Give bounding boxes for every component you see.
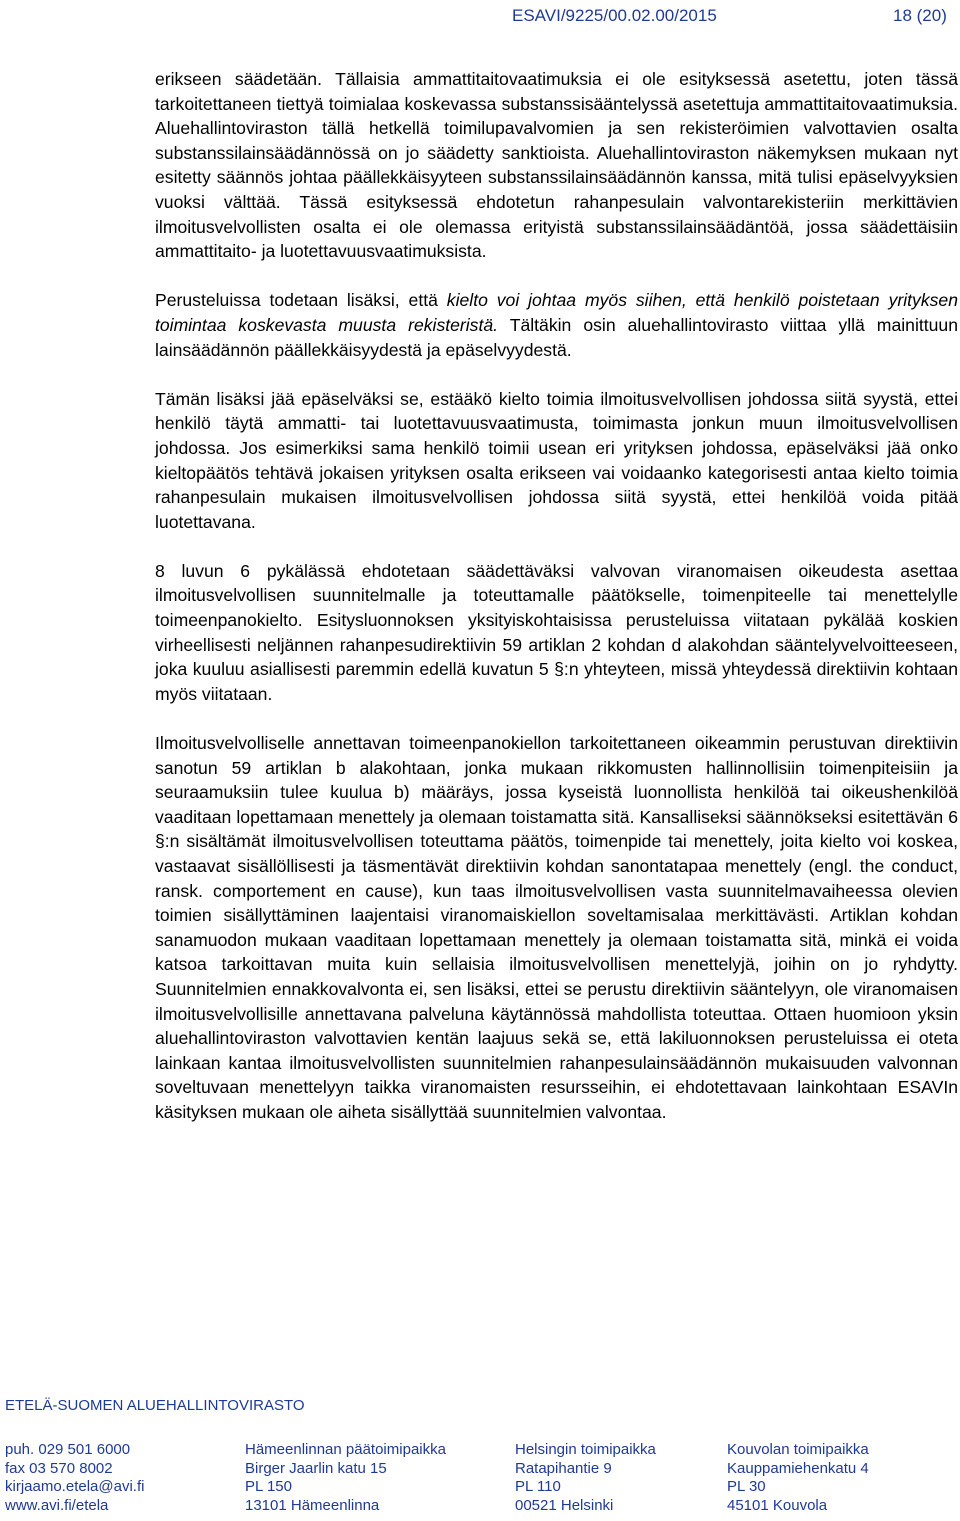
document-body <box>155 67 958 1125</box>
footer-fax: fax 03 570 8002 <box>5 1459 113 1477</box>
footer-office-name: Hämeenlinnan päätoimipaikka <box>245 1441 446 1458</box>
footer-office-hameenlinna <box>245 1441 446 1515</box>
footer-contact <box>5 1441 144 1515</box>
footer-office-postal: 45101 Kouvola <box>727 1496 828 1514</box>
footer-office-postal: 13101 Hämeenlinna <box>245 1496 380 1514</box>
footer-office-street: Ratapihantie 9 <box>515 1459 612 1477</box>
paragraph-1: erikseen säädetään. Tällaisia ammattitaitovaatimuksia ei ole esityksessä asetettu, joten tässä tarkoitettaneen tiettyä toimialaa koskevassa substanssisääntelyssä asetettuja ammattitaitovaatimuksia. Aluehallintoviraston tällä hetkellä toimilupavalvomien ja sen rekisteröimien valvottavien osalta substanssilainsäädännössä on jo säädetty sanktioista. Aluehallintoviraston näkemyksen mukaan nyt esitetty säännös johtaa päällekkäisyyteen substanssilainsäädännön kanssa, mitä tulisi epäselvyyksien vuoksi välttää. Tässä esityksessä ehdotetun rahanpesulain valvontarekisteriin merkittävien ilmoitusvelvollisten osalta ei ole olemassa erityistä substanssilainsäädäntöä, jossa säädettäisiin ammattitaito- ja luotettavuusvaatimuksista. <box>155 69 958 262</box>
footer-office-street: Birger Jaarlin katu 15 <box>245 1459 387 1477</box>
footer-office-helsinki <box>515 1441 656 1515</box>
paragraph-3: Tämän lisäksi jää epäselväksi se, estääkö kielto toimia ilmoitusvelvollisen johdossa siitä syystä, ettei henkilö täytä ammatti- tai luotettavuusvaatimusta, toimimasta jonkun muun ilmoitusvelvollisen johdossa. Jos esimerkiksi sama henkilö toimii usean eri yrityksen johdossa, epäselväksi jää onko kieltopäätös tehtävä jokaisen yrityksen osalta erikseen vai voidaanko kategorisesti antaa kielto toimia rahanpesulain mukaisen ilmoitusvelvollisen johdossa siitä syystä, ettei henkilöä voida pitää luotettavana. <box>155 388 958 532</box>
document-reference: ESAVI/9225/00.02.00/2015 <box>512 6 717 25</box>
footer-website[interactable]: www.avi.fi/etela <box>5 1496 109 1514</box>
footer-office-kouvola <box>727 1441 869 1515</box>
paragraph-2-quote: kielto voi johtaa myös siihen, että henkilö poistetaan yrityksen toimintaa koskevasta muusta rekisteristä. <box>155 290 958 335</box>
footer-email[interactable]: kirjaamo.etela@avi.fi <box>5 1478 145 1496</box>
paragraph-5: Ilmoitusvelvolliselle annettavan toimeenpanokiellon tarkoitettaneen oikeammin perustuvan direktiivin sanotun 59 artiklan b alakohtaan, jonka mukaan rikkomusten hallinnollisiin toimenpiteisiin ja seuraamuksiin tulee kuulua b) määräys, jossa kyseistä luonnollista henkilöä tai oikeushenkilöä vaaditaan lopettamaan menettely ja olemaan toistamatta sitä. Kansalliseksi säännökseksi esitettävän 6 §:n sisältämät ilmoitusvelvollisen toteuttama päätös, toimenpide tai menettely, joita kielto voi koskea, vastaavat sisällöllisesti ja täsmentävät direktiivin kohdan sanontatapaa menettely (engl. the conduct, ransk. comportement en cause), kun taas ilmoitusvelvollisen vasta suunnitelmavaiheessa olevien toimien sisällyttäminen laajentaisi viranomaiskiellon soveltamisalaa merkittävästi. Artiklan kohdan sanamuodon mukaan vaaditaan lopettamaan menettely ja olemaan toistamatta sitä, minkä ei voida katsoa tarkoittavan muita kuin sellaisia ilmoitusvelvollisen menettelyjä, joihin on jo ryhdytty. Suunnitelmien ennakkovalvonta ei, sen lisäksi, ettei se perustu direktiivin sääntelyyn, ole viranomaisen ilmoitusvelvollisille annettavana palveluna käytännössä mahdollista toteuttaa. Ottaen huomioon yksin aluehallintoviraston valvottavien kentän laajuus sekä se, että lakiluonnoksen perusteluissa ei oteta lainkaan kantaa ilmoitusvelvollisten suunnitelmien rahanpesulainsäädännön mukaisuuden valvonnan soveltuvaan menettelyyn taikka viranomaisten resursseihin, ei ehdotettavaan lainkohtaan ESAVIn käsityksen mukaan ole aiheta sisällyttää suunnitelmien valvontaa. <box>155 733 958 1122</box>
paragraph-2-start: Perusteluissa todetaan lisäksi, että <box>155 290 447 311</box>
paragraph-2-end: Tältäkin osin aluehallintovirasto viittaa yllä mainittuun lainsäädännön päällekkäisyydestä ja epäselvyydestä. <box>155 314 958 360</box>
footer-agency-name: ETELÄ-SUOMEN ALUEHALLINTOVIRASTO <box>5 1397 305 1414</box>
page-number: 18 (20) <box>893 6 947 25</box>
footer-office-street: Kauppamiehenkatu 4 <box>727 1459 869 1477</box>
footer-phone: puh. 029 501 6000 <box>5 1441 131 1458</box>
footer-office-name: Helsingin toimipaikka <box>515 1441 656 1458</box>
footer-office-name: Kouvolan toimipaikka <box>727 1441 869 1458</box>
footer-office-pobox: PL 150 <box>245 1478 292 1496</box>
footer-office-postal: 00521 Helsinki <box>515 1496 614 1514</box>
footer-office-pobox: PL 30 <box>727 1478 766 1496</box>
paragraph-2 <box>155 288 958 362</box>
paragraph-4: 8 luvun 6 pykälässä ehdotetaan säädettäväksi valvovan viranomaisen oikeudesta asettaa ilmoitusvelvollisen suunnitelmalle ja toteuttamalle päätökselle, toimenpiteelle tai menettelylle toimeenpanokielto. Esitysluonnoksen yksityiskohtaisissa perusteluissa viitataan pykälää koskien virheellisesti neljännen rahanpesudirektiivin 59 artiklan 2 kohdan d alakohdan sääntelyvelvoitteeseen, joka kuuluu asiallisesti paremmin edellä kuvatun 5 §:n yhteyteen, missä yhteydessä direktiivin kohtaan myös viitataan. <box>155 560 958 704</box>
footer-office-pobox: PL 110 <box>515 1478 561 1496</box>
